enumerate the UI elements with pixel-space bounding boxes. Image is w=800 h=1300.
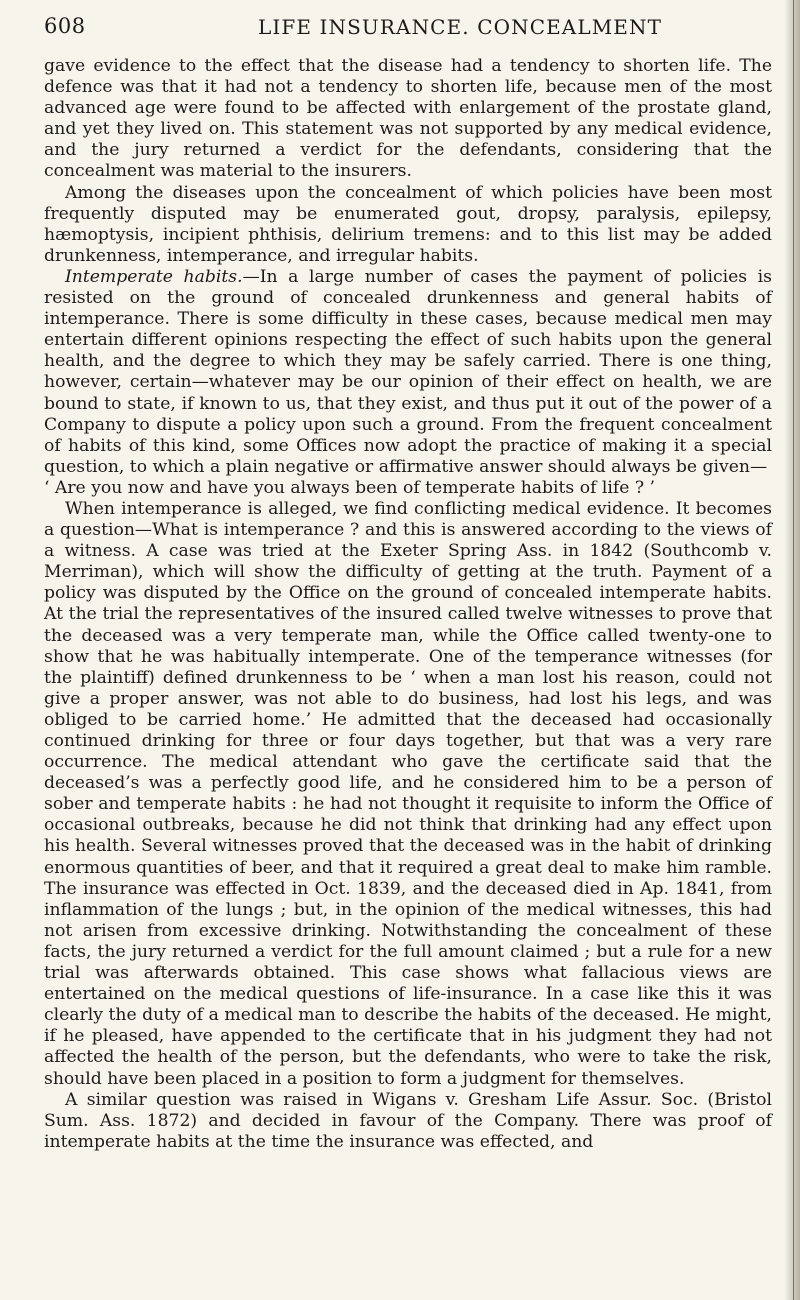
running-head: LIFE INSURANCE. CONCEALMENT	[258, 15, 663, 39]
page-edge-line	[793, 0, 794, 1300]
paragraph: A similar question was raised in Wigans v. Gresham Life Assur. Soc. (Bristol Sum. Ass. 1872) and decided in favour of the Company. There was proof of intemperate habits at the time the insurance was effected, and	[44, 1089, 772, 1152]
page-edge-shadow	[784, 0, 800, 1300]
quotation: ‘ Are you now and have you always been of temperate habits of life ? ’	[44, 477, 656, 498]
paragraph: gave evidence to the effect that the disease had a tendency to shorten life. The defence was that it had not a tendency to shorten life, because men of the most advanced age were found to be affected with enlargement of the prostate gland, and yet they lived on. This statement was not supported by any medical evidence, and the jury returned a verdict for the defendants, considering that the concealment was material to the insurers.	[44, 56, 772, 182]
paragraph-text: —In a large number of cases the payment of policies is resisted on the ground of concealed drunkenness and general habits of intemperance. There is some difficulty in these cases, because medical men may entertain different opinions respecting the effect of such habits upon the general health, and the degree to which they may be safely carried. There is one thing, however, certain—whatever may be our opinion of their effect on health, we are bound to state, if known to us, that they exist, and thus put it out of the power of a Company to dispute a policy upon such a ground. From the frequent concealment of habits of this kind, some Offices now adopt the practice of making it a special question, to which a plain negative or affirmative answer should always be given—	[44, 266, 773, 477]
paragraph: Among the diseases upon the concealment of which policies have been most frequently disputed may be enumerated gout, dropsy, paralysis, epilepsy, hæmoptysis, incipient phthisis, delirium tremens: and to this list may be added drunkenness, intemperance, and irregular habits.	[44, 182, 772, 266]
paragraph: When intemperance is alleged, we find conflicting medical evidence. It becomes a question—What is intemperance ? and this is answered according to the views of a witness. A case was tried at the Exeter Spring Ass. in 1842 (Southcomb v. Merriman), which will show the difficulty of getting at the truth. Payment of a policy was disputed by the Office on the ground of concealed intemperate habits. At the trial the representatives of the insured called twelve witnesses to prove that the deceased was a very temperate man, while the Office called twenty-one to show that he was habitually intemperate. One of the temperance witnesses (for the plaintiff) defined drunkenness to be ‘ when a man lost his reason, could not give a proper answer, was not able to do business, had lost his legs, and was obliged to be carried home.’ He admitted that the deceased had occasionally continued drinking for three or four days together, but that was a very rare occurrence. The medical attendant who gave the certificate said that the deceased’s was a perfectly good life, and he considered him to be a person of sober and temperate habits : he had not thought it requisite to inform the Office of occasional outbreaks, because he did not think that drinking had any effect upon his health. Several witnesses proved that the deceased was in the habit of drinking enormous quantities of beer, and that it required a great deal to make him ramble. The insurance was effected in Oct. 1839, and the deceased died in Ap. 1841, from inflammation of the lungs ; but, in the opinion of the medical witnesses, this had not arisen from excessive drinking. Notwithstanding the concealment of these facts, the jury returned a verdict for the full amount claimed ; but a rule for a new trial was afterwards obtained. This case shows what fallacious views are entertained on the medical questions of life-insurance. In a case like this it was clearly the duty of a medical man to describe the habits of the deceased. He might, if he pleased, have appended to the certificate that in his judgment they had not affected the health of the person, but the defendants, who were to take the risk, should have been placed in a position to form a judgment for themselves.	[44, 498, 772, 1089]
page-number: 608	[44, 14, 86, 38]
section-title: Intemperate habits.	[65, 266, 243, 287]
paragraph	[44, 267, 772, 478]
body-text	[44, 56, 772, 1153]
page-header	[44, 14, 734, 44]
